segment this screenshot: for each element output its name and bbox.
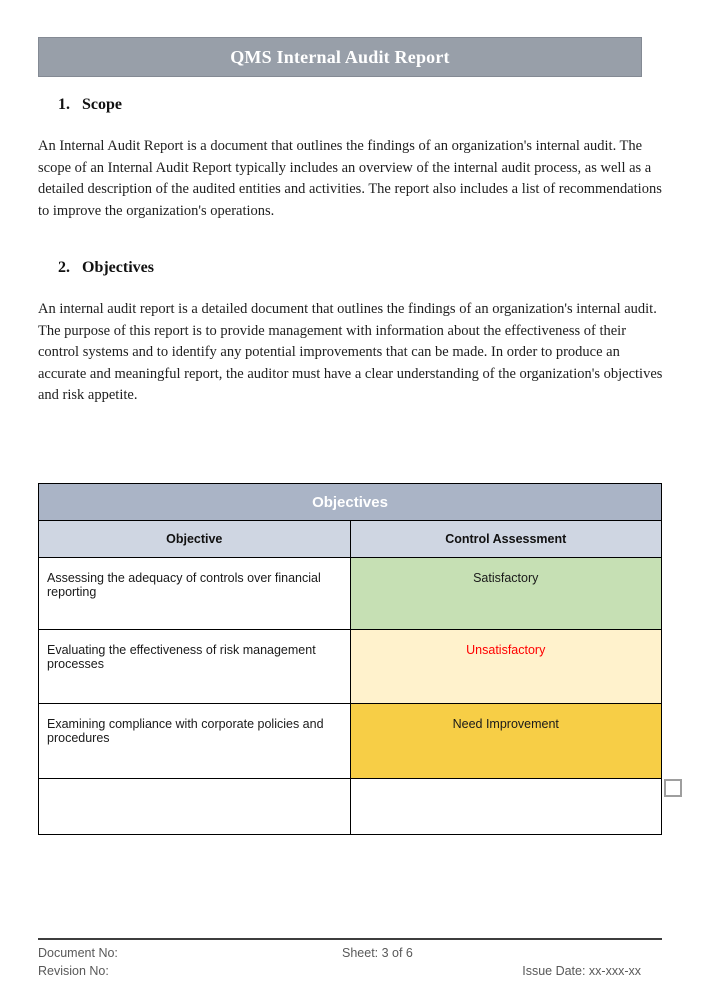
table-row [39, 630, 662, 704]
table-header-row [39, 521, 662, 558]
footer-row [38, 944, 662, 962]
objective-cell: Assessing the adequacy of controls over financial reporting [39, 558, 351, 630]
table-row-empty [39, 779, 662, 835]
section-label: Scope [82, 96, 122, 113]
objective-cell: Examining compliance with corporate policies and procedures [39, 704, 351, 779]
document-title-bar [38, 37, 642, 77]
objective-cell: Evaluating the effectiveness of risk management processes [39, 630, 351, 704]
table-row [39, 704, 662, 779]
column-header-objective: Objective [39, 521, 351, 558]
assessment-cell-unsatisfactory: Unsatisfactory [350, 630, 662, 704]
footer-issue-date-label: Issue Date: xx-xxx-xx [522, 964, 641, 978]
table-row [39, 558, 662, 630]
footer [38, 938, 662, 980]
objectives-table [38, 483, 662, 835]
footer-document-no-label: Document No: [38, 946, 118, 960]
scope-paragraph: An Internal Audit Report is a document that outlines the findings of an organization's internal audit. The scope of an Internal Audit Report typically includes an overview of the internal audit process, as well as a detailed description of the audited entities and activities. The report also includes a list of recommendations to improve the organization's operations. [38, 138, 662, 219]
footer-revision-no-label: Revision No: [38, 964, 109, 978]
anchor-handle-box[interactable] [664, 779, 682, 797]
table-title-row [39, 484, 662, 521]
footer-row [38, 962, 662, 980]
objectives-paragraph: An internal audit report is a detailed document that outlines the findings of an organization's internal audit. The purpose of this report is to provide management with information about the effectiveness of their control systems and to identify any potential improvements that can be made. In order to produce an accurate and meaningful report, the auditor must have a clear understanding of the organization's objectives and risk appetite. [38, 301, 663, 403]
table-title: Objectives [39, 484, 662, 521]
section-heading-objectives [58, 259, 154, 277]
assessment-cell-satisfactory: Satisfactory [350, 558, 662, 630]
section-heading-scope [58, 96, 122, 114]
section-number: 1. [58, 96, 70, 113]
assessment-cell-empty [350, 779, 662, 835]
footer-sheet-label: Sheet: 3 of 6 [342, 946, 413, 960]
column-header-control-assessment: Control Assessment [350, 521, 662, 558]
section-label: Objectives [82, 259, 154, 276]
document-title: QMS Internal Audit Report [230, 46, 450, 67]
assessment-cell-need-improvement: Need Improvement [350, 704, 662, 779]
section-number: 2. [58, 259, 70, 276]
objective-cell-empty [39, 779, 351, 835]
